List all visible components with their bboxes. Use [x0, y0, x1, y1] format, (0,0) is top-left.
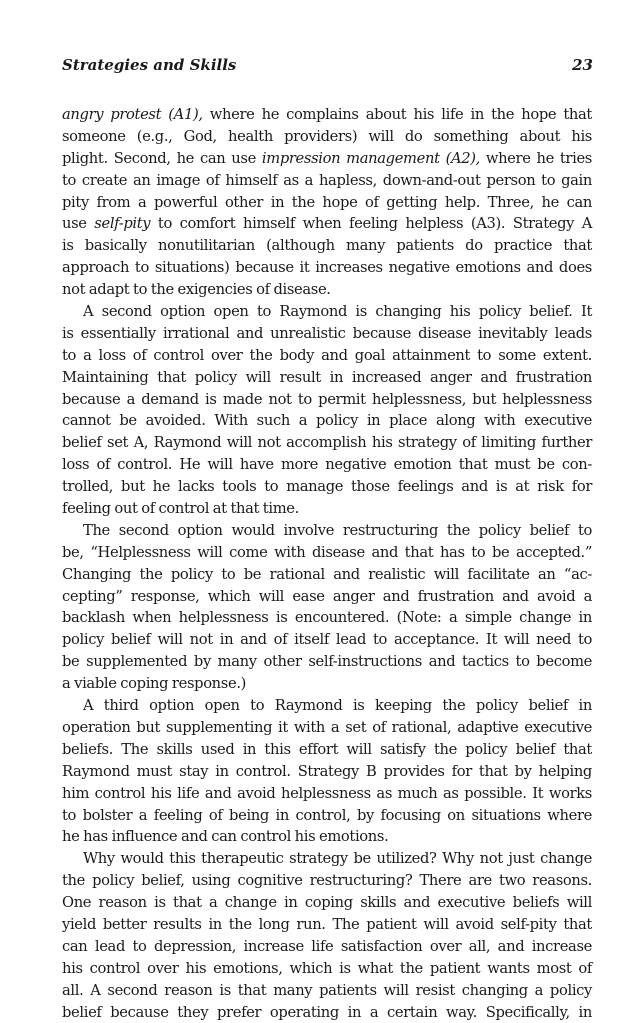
text-line: he has influence and can control his emotions.	[62, 828, 389, 846]
text-line: belief set A, Raymond will not accomplish his strategy of limiting further	[62, 434, 592, 452]
paragraph-4	[62, 695, 592, 848]
running-head-title: Strategies and Skills	[62, 56, 237, 74]
paragraph-5	[62, 848, 592, 1023]
text-line: backlash when helplessness is encountered. (Note: a simple change in	[62, 609, 592, 627]
text-line: to create an image of himself as a hapless, down-and-out person to gain	[62, 171, 592, 189]
italic-term: angry protest (A1),	[62, 106, 203, 123]
page-number: 23	[572, 56, 593, 74]
text-line: feeling out of control at that time.	[62, 500, 299, 518]
paragraph-3	[62, 520, 592, 695]
text-line: be supplemented by many other self-instructions and tactics to become	[62, 653, 592, 671]
text-line: be, “Helplessness will come with disease and that has to be accepted.”	[62, 543, 592, 561]
italic-term: impression management (A2),	[261, 149, 480, 167]
text-line: A third option open to Raymond is keeping the policy belief in	[83, 697, 592, 715]
text-line: a viable coping response.)	[62, 675, 247, 693]
text-line: is essentially irrational and unrealistic because disease inevitably leads	[62, 324, 592, 342]
text-line: because a demand is made not to permit helplessness, but helplessness	[62, 390, 592, 408]
text-line: not adapt to the exigencies of disease.	[62, 281, 331, 299]
text-line: A second option open to Raymond is changing his policy belief. It	[83, 303, 592, 321]
text-line: angry protest (A1), where he complains about his life in the hope that	[62, 106, 592, 123]
text-line: Maintaining that policy will result in increased anger and frustration	[62, 368, 592, 386]
text-line: someone (e.g., God, health providers) will do something about his	[62, 127, 592, 145]
text-line: is basically nonutilitarian (although many patients do practice that	[62, 237, 592, 255]
text-line: Changing the policy to be rational and realistic will facilitate an “ac-	[62, 565, 592, 583]
text-line: to bolster a feeling of being in control, by focusing on situations where	[62, 806, 592, 824]
text-line: One reason is that a change in coping skills and executive beliefs will	[62, 894, 592, 912]
text-line: belief because they prefer operating in a certain way. Specifically, in	[62, 1003, 592, 1021]
text-line: can lead to depression, increase life satisfaction over all, and increase	[62, 937, 592, 955]
text-line: yield better results in the long run. The patient will avoid self-pity that	[62, 915, 592, 933]
text-line: all. A second reason is that many patients will resist changing a policy	[62, 981, 592, 999]
text-line: the policy belief, using cognitive restructuring? There are two reasons.	[62, 872, 592, 890]
text-line: policy belief will not in and of itself lead to acceptance. It will need to	[62, 631, 592, 649]
text-line: cannot be avoided. With such a policy in place along with executive	[62, 412, 592, 430]
text-line: loss of control. He will have more negative emotion that must be con-	[62, 456, 592, 474]
text-line: Raymond must stay in control. Strategy B provides for that by helping	[62, 762, 592, 780]
italic-term: self-pity	[94, 215, 151, 233]
paragraph-1	[62, 104, 592, 301]
text-line: The second option would involve restructuring the policy belief to	[83, 521, 592, 539]
body-text	[62, 104, 592, 1023]
text-line: Why would this therapeutic strategy be utilized? Why not just change	[83, 850, 592, 868]
text-line: him control his life and avoid helplessness as much as possible. It works	[62, 784, 592, 802]
paragraph-2	[62, 301, 592, 520]
text-line: trolled, but he lacks tools to manage those feelings and is at risk for	[62, 478, 592, 496]
text-line: cepting” response, which will ease anger and frustration and avoid a	[62, 587, 592, 605]
text-line: to a loss of control over the body and goal attainment to some extent.	[62, 346, 592, 364]
text-line: operation but supplementing it with a set of rational, adaptive executive	[62, 718, 592, 736]
text-line: pity from a powerful other in the hope of getting help. Three, he can	[62, 193, 592, 211]
text-line: approach to situations) because it increases negative emotions and does	[62, 259, 592, 277]
text-line: plight. Second, he can use impression management (A2), where he tries	[62, 149, 592, 167]
text-line: use self-pity to comfort himself when feeling helpless (A3). Strategy A	[62, 215, 593, 233]
running-head	[62, 56, 593, 74]
text-line: his control over his emotions, which is what the patient wants most of	[62, 959, 592, 977]
text-line: beliefs. The skills used in this effort will satisfy the policy belief that	[62, 740, 592, 758]
